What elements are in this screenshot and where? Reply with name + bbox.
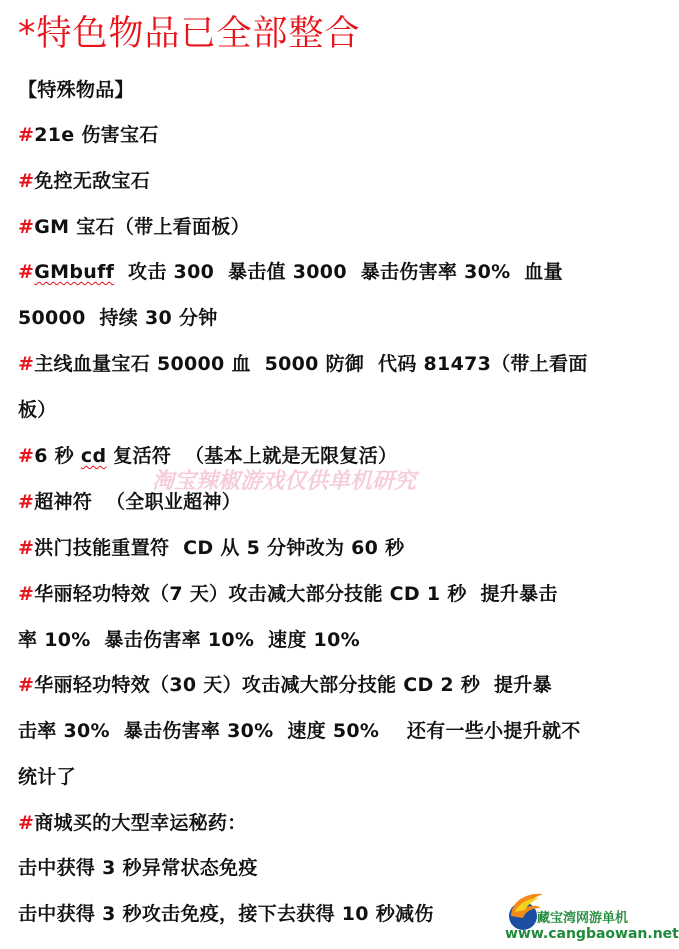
list-item — [18, 579, 558, 606]
list-item — [18, 899, 434, 926]
hash-marker: # — [18, 674, 35, 696]
item-text: 华丽轻功特效（7 天）攻击减大部分技能 CD 1 秒 提升暴击 — [34, 583, 558, 605]
logo-url[interactable]: www.cangbaowan.net — [505, 926, 679, 942]
hash-marker: # — [18, 491, 35, 513]
hash-marker: # — [18, 812, 35, 834]
list-item — [18, 120, 159, 147]
item-text: 商城买的大型幸运秘药： — [34, 812, 247, 834]
item-text: 击中获得 3 秒异常状态免疫 — [18, 857, 258, 879]
item-text: 华丽轻功特效（30 天）攻击减大部分技能 CD 2 秒 提升暴 — [34, 674, 552, 696]
section-header: 【特殊物品】 — [18, 79, 134, 101]
hash-marker: # — [18, 261, 35, 283]
hash-marker: # — [18, 216, 35, 238]
list-item — [18, 533, 404, 560]
hash-marker: # — [18, 537, 35, 559]
list-item — [18, 257, 563, 284]
list-item — [18, 212, 250, 239]
list-item — [18, 303, 218, 330]
item-text: 免控无敌宝石 — [34, 170, 151, 192]
page-title: *特色物品已全部整合 — [18, 14, 361, 54]
hash-marker: # — [18, 353, 35, 375]
list-item — [18, 349, 588, 376]
hash-marker: # — [18, 445, 35, 467]
item-text: 复活符 （基本上就是无限复活） — [106, 445, 398, 467]
hash-marker: # — [18, 170, 35, 192]
item-text: 21e 伤害宝石 — [34, 124, 159, 146]
spellcheck-word: cd — [80, 445, 107, 467]
list-item — [18, 716, 581, 743]
spellcheck-word: GMbuff — [34, 261, 115, 283]
logo-name: 藏宝湾网游单机 — [537, 911, 629, 926]
item-text: 50000 持续 30 分钟 — [18, 307, 218, 329]
item-text: 击中获得 3 秒攻击免疫，接下去获得 10 秒减伤 — [18, 903, 434, 925]
item-text: 超神符 （全职业超神） — [34, 491, 242, 513]
list-item — [18, 670, 552, 697]
list-item — [18, 808, 247, 835]
item-text: 攻击 300 暴击值 3000 暴击伤害率 30% 血量 — [114, 261, 563, 283]
list-item — [18, 762, 76, 789]
item-text: 主线血量宝石 50000 血 5000 防御 代码 81473（带上看面 — [34, 353, 588, 375]
item-text: 击率 30% 暴击伤害率 30% 速度 50% 还有一些小提升就不 — [18, 720, 581, 742]
watermark: 淘宝辣椒游戏仅供单机研究 — [152, 469, 417, 494]
item-text: 率 10% 暴击伤害率 10% 速度 10% — [18, 629, 360, 651]
item-text: 洪门技能重置符 CD 从 5 分钟改为 60 秒 — [34, 537, 405, 559]
list-item — [18, 395, 57, 422]
item-text: 板） — [18, 399, 57, 421]
item-text: 统计了 — [18, 766, 76, 788]
hash-marker: # — [18, 583, 35, 605]
list-item — [18, 166, 150, 193]
list-item — [18, 625, 360, 652]
list-item — [18, 853, 258, 880]
item-text-prefix: 6 秒 — [34, 445, 81, 467]
hash-marker: # — [18, 124, 35, 146]
item-text: GM 宝石（带上看面板） — [34, 216, 250, 238]
